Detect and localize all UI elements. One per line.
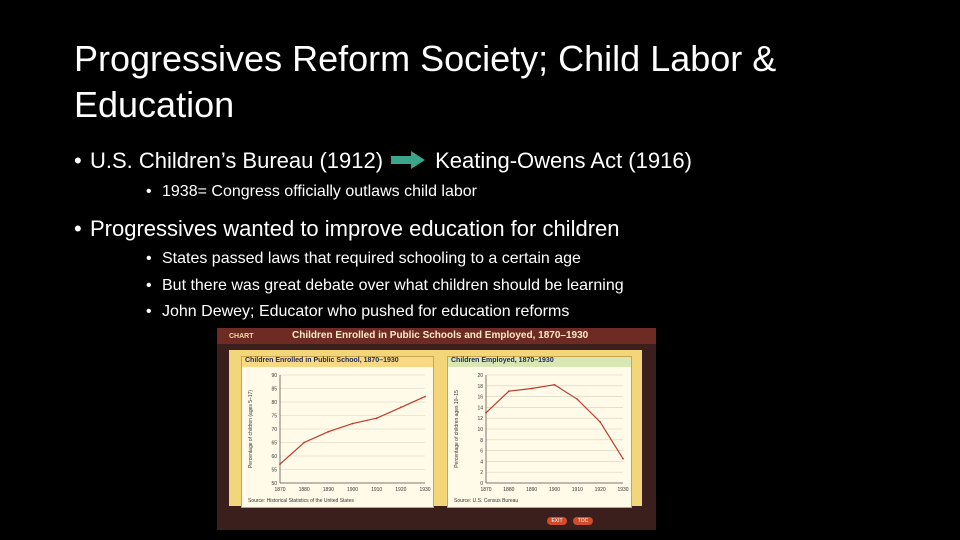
- subchart-title: Children Enrolled in Public School, 1870–1930: [242, 357, 433, 367]
- x-tick-label: 1890: [526, 487, 538, 493]
- enrolled-subchart: [241, 356, 434, 508]
- series-line: [486, 385, 623, 459]
- data-point: [622, 458, 624, 460]
- sub-bullet-debate: [146, 277, 624, 295]
- x-tick-label: 1930: [617, 487, 629, 493]
- bullet-dot: •: [146, 303, 152, 320]
- y-tick-label: 60: [271, 454, 277, 460]
- bullet-text: John Dewey; Educator who pushed for education reforms: [162, 303, 570, 320]
- chart-title: Children Enrolled in Public Schools and Employed, 1870–1930: [292, 330, 589, 341]
- bullet-text: But there was great debate over what children should be learning: [162, 277, 624, 294]
- y-tick-label: 6: [480, 448, 483, 455]
- data-point: [508, 390, 510, 392]
- bullet-dot: •: [146, 250, 152, 267]
- x-tick-label: 1900: [346, 487, 359, 493]
- x-tick-label: 1870: [480, 487, 492, 493]
- x-tick-label: 1890: [322, 487, 334, 493]
- data-point: [424, 396, 426, 398]
- y-tick-label: 55: [271, 467, 277, 474]
- y-tick-label: 16: [477, 394, 483, 401]
- bullet-text: States passed laws that required schooling to a certain age: [162, 250, 581, 267]
- y-tick-label: 18: [477, 383, 483, 390]
- data-point: [279, 463, 281, 465]
- y-tick-label: 10: [477, 427, 483, 433]
- bullet-childrens-bureau: [74, 148, 692, 175]
- chart-image: [217, 328, 656, 530]
- data-point: [531, 388, 533, 390]
- x-tick-label: 1880: [503, 487, 515, 493]
- bullet-dot: •: [74, 216, 82, 241]
- y-tick-label: 0: [480, 481, 483, 487]
- x-tick-label: 1920: [594, 487, 606, 493]
- bullet-text-before: U.S. Children’s Bureau (1912): [90, 148, 384, 173]
- data-point: [576, 398, 578, 400]
- bullet-dot: •: [146, 277, 152, 294]
- data-point: [303, 442, 305, 444]
- data-point: [485, 412, 487, 414]
- y-tick-label: 75: [271, 413, 277, 420]
- exit-button[interactable]: EXIT: [547, 517, 567, 525]
- sub-bullet-states: [146, 250, 581, 268]
- bullet-text: Progressives wanted to improve education for children: [90, 216, 620, 241]
- y-tick-label: 14: [477, 405, 483, 412]
- data-point: [554, 384, 556, 386]
- subchart-title: Children Employed, 1870–1930: [448, 357, 631, 367]
- y-axis-label: Percentage of children ages 10–15: [454, 390, 460, 468]
- x-tick-label: 1920: [395, 487, 407, 493]
- x-tick-label: 1930: [419, 487, 431, 493]
- data-point: [376, 417, 378, 419]
- y-tick-label: 90: [271, 373, 277, 379]
- y-tick-label: 80: [271, 400, 277, 406]
- chart-tag: CHART: [229, 333, 254, 340]
- y-tick-label: 2: [480, 470, 483, 477]
- enrolled-plot: [242, 369, 433, 497]
- sub-bullet-1938: [146, 183, 477, 201]
- x-tick-label: 1910: [371, 487, 383, 493]
- x-tick-label: 1900: [548, 487, 561, 493]
- bullet-education: [74, 216, 620, 242]
- y-tick-label: 70: [271, 427, 277, 433]
- bullet-text: 1938= Congress officially outlaws child labor: [162, 183, 477, 200]
- data-point: [327, 431, 329, 433]
- x-tick-label: 1870: [274, 487, 286, 493]
- data-point: [400, 407, 402, 409]
- y-tick-label: 50: [271, 481, 277, 487]
- employed-subchart: [447, 356, 632, 508]
- chart-header: [217, 328, 656, 344]
- subchart-source: Source: Historical Statistics of the United States: [248, 498, 354, 504]
- y-tick-label: 4: [480, 459, 483, 466]
- y-tick-label: 65: [271, 440, 277, 447]
- employed-plot: [448, 369, 631, 497]
- slide-title: Progressives Reform Society; Child Labor & Education: [74, 38, 777, 125]
- y-axis-label: Percentage of children (ages 5–17): [248, 389, 254, 469]
- sub-bullet-dewey: [146, 303, 569, 321]
- bullet-dot: •: [146, 183, 152, 200]
- y-tick-label: 8: [480, 437, 483, 444]
- right-arrow-icon: [391, 149, 425, 175]
- chart-panel: [229, 350, 642, 506]
- y-tick-label: 20: [477, 373, 483, 379]
- y-tick-label: 12: [477, 416, 483, 423]
- subchart-source: Source: U.S. Census Bureau: [454, 498, 519, 504]
- series-line: [280, 397, 425, 465]
- data-point: [352, 423, 354, 425]
- bullet-dot: •: [74, 148, 82, 173]
- toc-button[interactable]: TOC: [573, 517, 593, 525]
- x-tick-label: 1910: [571, 487, 583, 493]
- x-tick-label: 1880: [298, 487, 310, 493]
- data-point: [599, 421, 601, 423]
- y-tick-label: 85: [271, 386, 277, 393]
- bullet-text-after: Keating-Owens Act (1916): [435, 148, 692, 173]
